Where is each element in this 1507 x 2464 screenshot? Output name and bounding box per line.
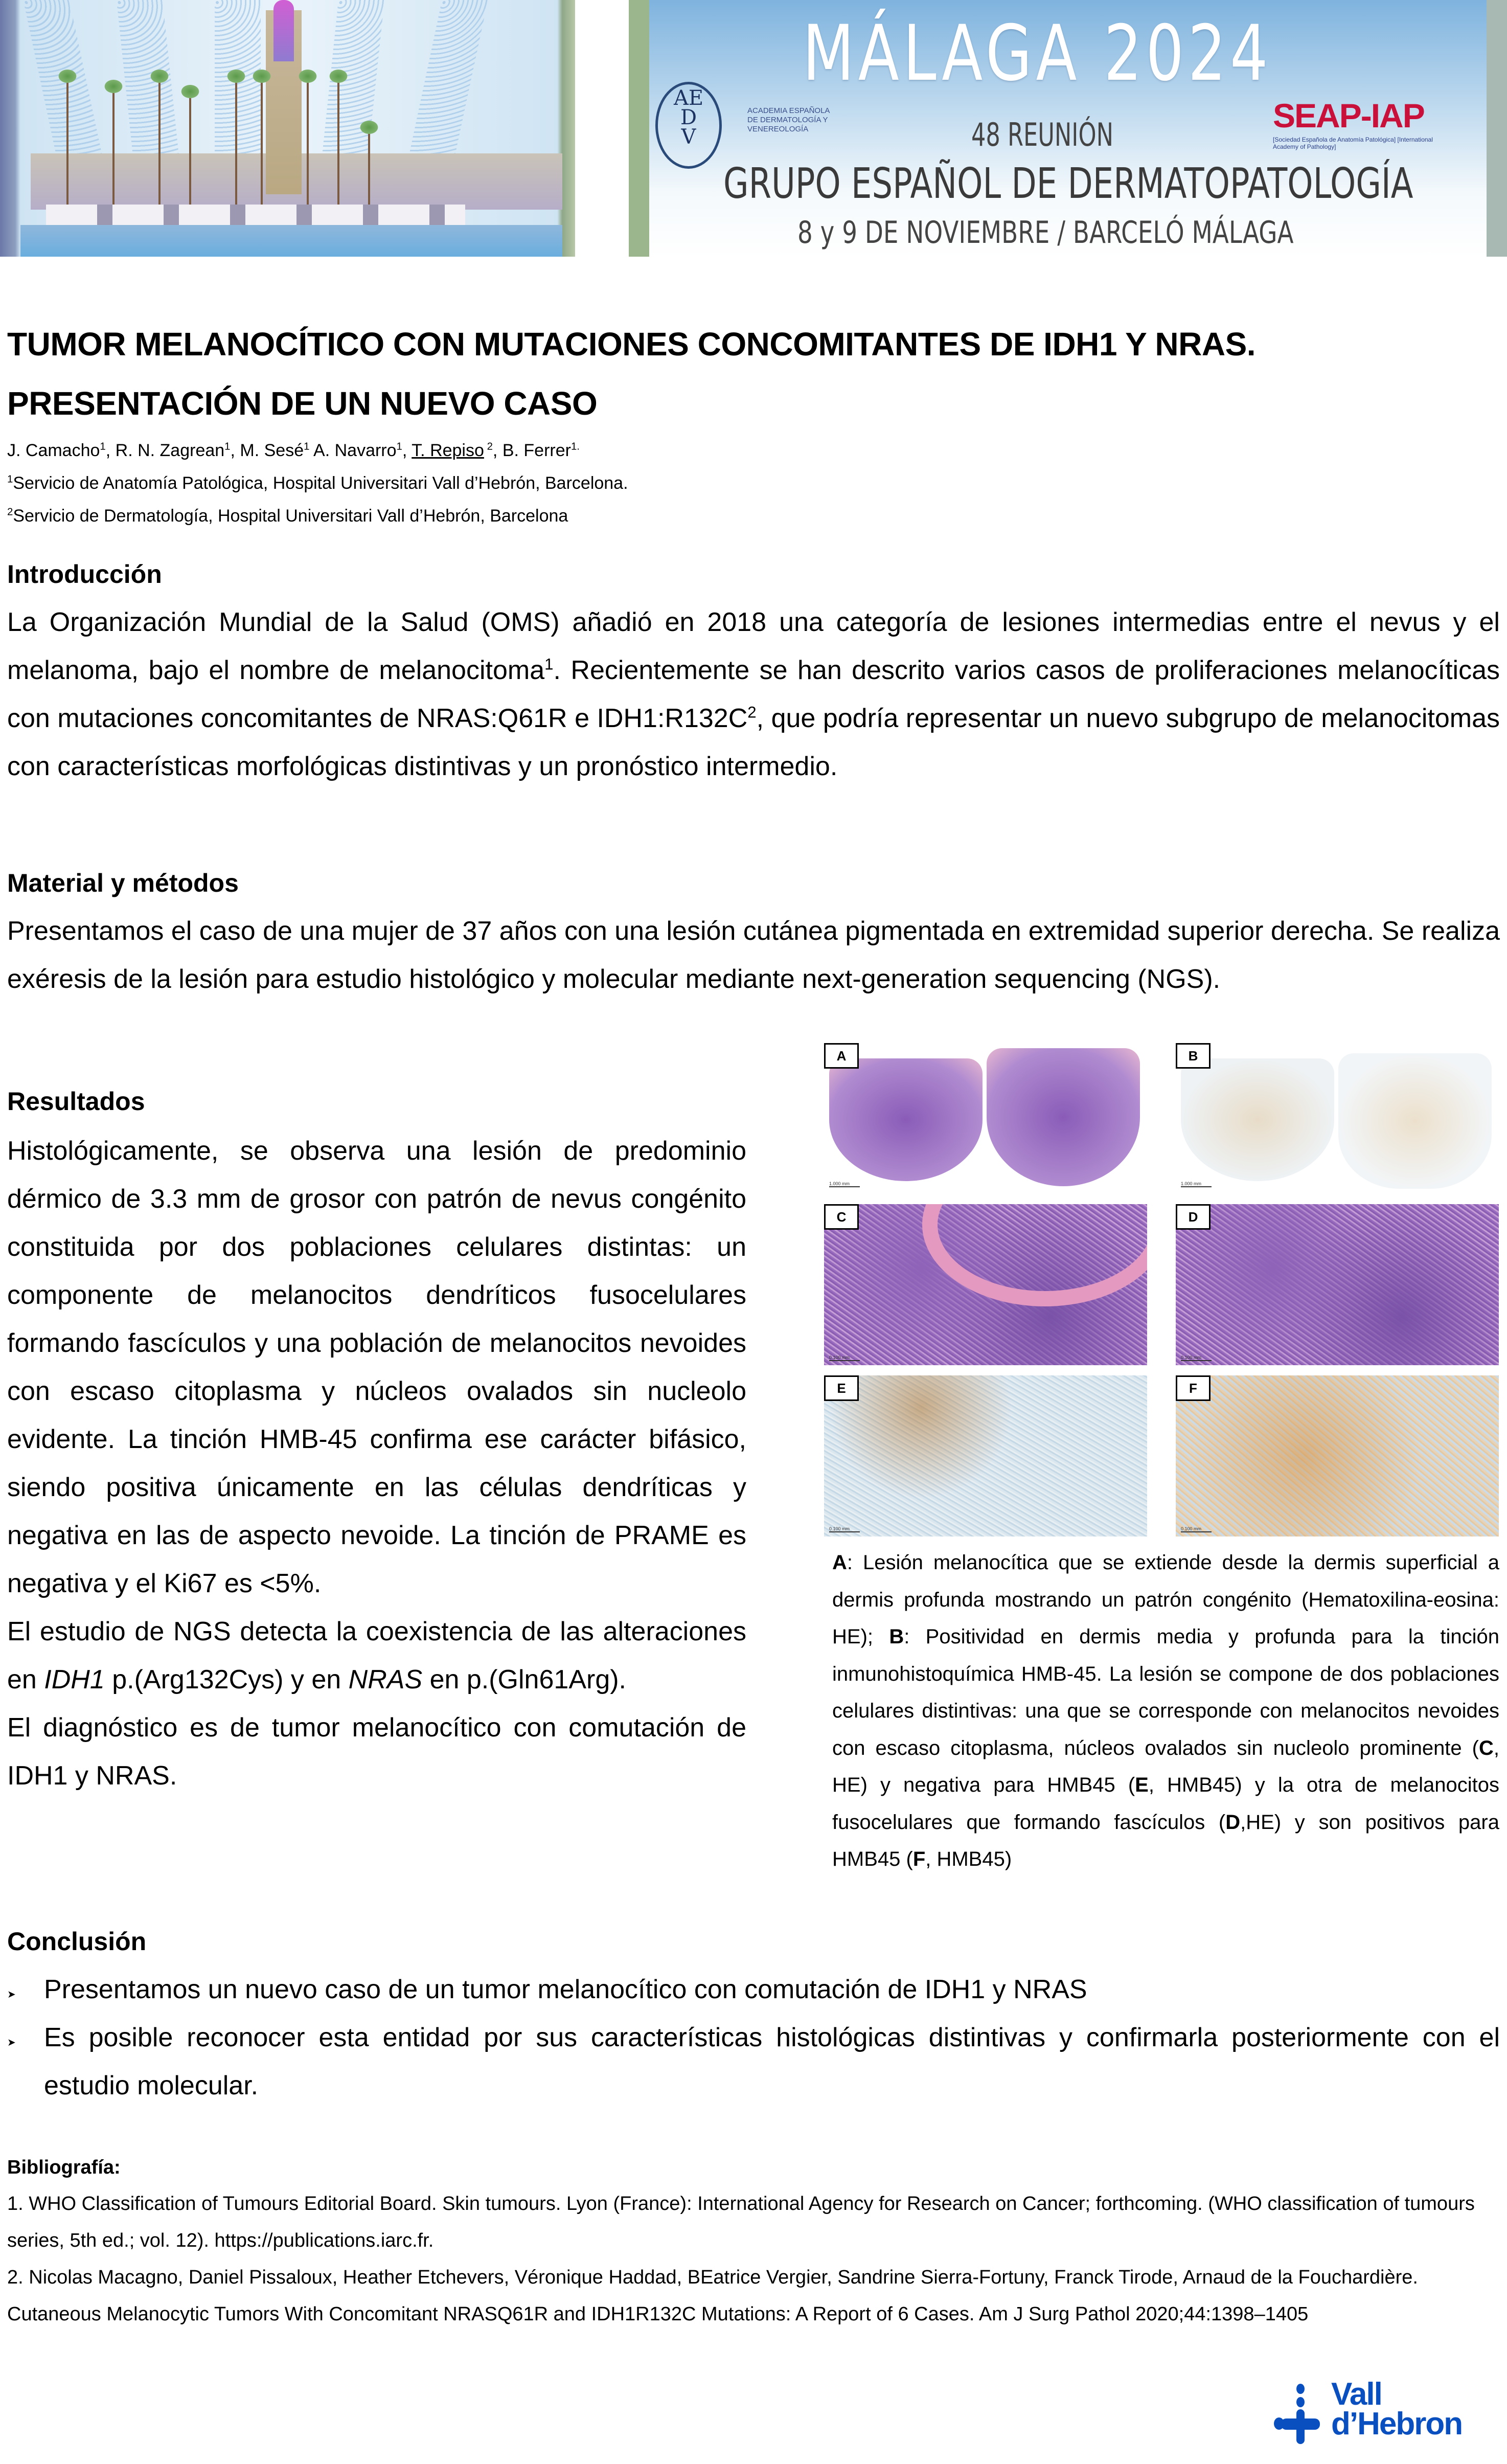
text-run: : Lesión melanocítica que se extiende desde la dermis superficial a dermis profunda mostrando un patrón congénito (Hematoxilina-eosina: HE); <box>832 1551 1499 1648</box>
text-run: , B. Ferrer <box>492 441 571 460</box>
panel-label: C <box>824 1204 859 1230</box>
scale-bar: 0.100 mm <box>1181 1526 1212 1532</box>
intro-text <box>7 598 1500 790</box>
bold-text: A <box>832 1551 847 1574</box>
meeting-number: 48 REUNIÓN <box>971 116 1113 153</box>
conclusion-list <box>7 1965 1500 2110</box>
text-run: T. Repiso <box>412 441 484 460</box>
results-heading: Resultados <box>7 1087 145 1116</box>
superscript: 1 <box>396 441 402 453</box>
superscript: 1 <box>544 655 554 673</box>
text-run: , R. N. Zagrean <box>105 441 225 460</box>
reference-1: 1. WHO Classification of Tumours Editorial Board. Skin tumours. Lyon (France): International Agency for Research on Cancer; forthcoming. (WHO classification of tumours series, 5th ed.; vol. 12). https://publications.iarc.fr. <box>7 2193 1475 2251</box>
dates-venue: 8 y 9 DE NOVIEMBRE / BARCELÓ MÁLAGA <box>797 215 1294 251</box>
seap-iap-logo: SEAP-IAP <box>1273 97 1424 134</box>
vall-hebron-cross-icon <box>1271 2383 1327 2444</box>
intro-heading: Introducción <box>7 560 162 589</box>
bullet-text: Es posible reconocer esta entidad por sus características histológicas distintivas y confirmarla posteriormente con el estudio molecular. <box>44 2023 1500 2100</box>
figure-panel-a <box>824 1043 1147 1191</box>
superscript: 2 <box>7 506 13 518</box>
italic-text: IDH1 <box>44 1665 105 1694</box>
reference-2: 2. Nicolas Macagno, Daniel Pissaloux, Heather Etchevers, Véronique Haddad, BEatrice Vergier, Sandrine Sierra-Fortuny, Franck Tirode, Arnaud de la Fouchardière. Cutaneous Melanocytic Tumors With Concomitant NRASQ61R and IDH1R132C Mutations: A Report of 6 Cases. Am J Surg Pathol 2020;44:1398–1405 <box>7 2267 1418 2325</box>
bold-text: B <box>889 1625 904 1648</box>
figure-panel-c <box>824 1204 1147 1365</box>
text-run: p.(Arg132Cys) y en <box>104 1665 349 1694</box>
bold-text: F <box>912 1848 926 1870</box>
group-name: GRUPO ESPAÑOL DE DERMATOPATOLOGÍA <box>723 160 1413 208</box>
text-run: ,HE) y son positivos para HMB45 ( <box>832 1811 1499 1870</box>
logo-line1: Vall <box>1331 2377 1382 2412</box>
figure-panel-d <box>1176 1204 1499 1365</box>
arrow-bullet-icon: ➤ <box>7 2037 16 2048</box>
superscript: 1 <box>304 441 310 453</box>
text-run: , M. Sesé <box>230 441 304 460</box>
bullet-text: Presentamos un nuevo caso de un tumor melanocítico con comutación de IDH1 y NRAS <box>44 1975 1087 2004</box>
panel-label: D <box>1176 1204 1211 1230</box>
vall-hebron-logo <box>1271 2377 1475 2444</box>
panel-label: A <box>824 1043 859 1069</box>
poster-title-line1: TUMOR MELANOCÍTICO CON MUTACIONES CONCOMITANTES DE IDH1 Y NRAS. <box>7 326 1256 363</box>
scale-bar: 1.000 mm <box>1181 1181 1212 1187</box>
authors <box>7 441 580 461</box>
aedv-logo-letters: AEDV <box>673 86 704 149</box>
seap-iap-subtitle: [Sociedad Española de Anatomía Patológica] [International Academy of Pathology] <box>1273 136 1433 150</box>
results-body <box>7 1127 746 1800</box>
superscript: 1 <box>7 473 13 485</box>
scale-bar: 0.100 mm <box>829 1355 860 1361</box>
results-paragraph-3 <box>7 1704 746 1800</box>
text-run: , HE) y negativa para HMB45 ( <box>832 1736 1499 1796</box>
superscript: 1. <box>570 441 580 453</box>
conclusion-heading: Conclusión <box>7 1927 147 1956</box>
bibliography-heading: Bibliografía: <box>7 2157 121 2178</box>
bold-text: E <box>1135 1774 1149 1796</box>
text-run: A. Navarro <box>309 441 397 460</box>
superscript: 2 <box>747 703 757 721</box>
conclusion-bullet <box>7 2014 1500 2110</box>
superscript: 1 <box>100 441 106 453</box>
panel-label: E <box>824 1375 859 1401</box>
figure-panel-e <box>824 1375 1147 1536</box>
panel-label: F <box>1176 1375 1211 1401</box>
methods-heading: Material y métodos <box>7 869 239 897</box>
italic-text: NRAS <box>348 1665 423 1694</box>
histology-figure <box>824 1043 1499 1536</box>
figure-panel-b <box>1176 1043 1499 1191</box>
figure-caption <box>832 1544 1499 1878</box>
text-run: . Recientemente se han descrito varios casos de proliferaciones melanocíticas con mutaciones concomitantes de NRAS:Q61R e IDH1:R132C <box>7 655 1500 733</box>
superscript: 2 <box>484 441 493 453</box>
text-run: Servicio de Anatomía Patológica, Hospital Universitari Vall d’Hebrón, Barcelona. <box>13 473 628 493</box>
bold-text: C <box>1478 1736 1494 1759</box>
scale-bar: 0.100 mm <box>1181 1355 1212 1361</box>
results-paragraph-1 <box>7 1127 746 1608</box>
text-run: J. Camacho <box>7 441 100 460</box>
event-title: MÁLAGA 2024 <box>803 9 1272 98</box>
logo-line2: d’Hebron <box>1331 2406 1463 2442</box>
affiliation-1 <box>7 473 628 493</box>
superscript: 1 <box>224 441 231 453</box>
poster-title-line2: PRESENTACIÓN DE UN NUEVO CASO <box>7 385 598 422</box>
text-run: Presentamos el caso de una mujer de 37 años con una lesión cutánea pigmentada en extremidad superior derecha. Se realiza exéresis de la lesión para estudio histológico y molecular mediante next-generation sequencing (NGS). <box>7 916 1500 994</box>
aedv-name: ACADEMIA ESPAÑOLA DE DERMATOLOGÍA Y VENEREOLOGÍA <box>747 106 830 133</box>
conclusion-bullet <box>7 1965 1500 2014</box>
results-paragraph-2 <box>7 1608 746 1704</box>
text-run: , <box>402 441 412 460</box>
aedv-logo <box>655 82 722 169</box>
text-run: en p.(Gln61Arg). <box>422 1665 627 1694</box>
malaga-illustration <box>0 0 575 257</box>
text-run: , que podría representar un nuevo subgrupo de melanocitomas con características morfológicas distintivas y un pronóstico intermedio. <box>7 704 1500 781</box>
text-run: , HMB45) <box>925 1848 1012 1870</box>
bold-text: D <box>1225 1811 1241 1834</box>
text-run: : Positividad en dermis media y profunda para la tinción inmunohistoquímica HMB-45. La lesión se compone de dos poblaciones celulares distintivas: una que se corresponde con melanocitos nevoides con escaso citoplasma, núcleos ovalados sin nucleolo prominente ( <box>832 1625 1499 1759</box>
scale-bar: 1.000 mm <box>829 1181 860 1187</box>
conference-banner <box>0 0 1507 257</box>
affiliation-2 <box>7 506 568 526</box>
text-run: La Organización Mundial de la Salud (OMS) añadió en 2018 una categoría de lesiones intermedias entre el nevus y el melanoma, bajo el nombre de melanocitoma <box>7 607 1500 685</box>
panel-label: B <box>1176 1043 1211 1069</box>
text-run: , HMB45) y la otra de melanocitos fusocelulares que formando fascículos ( <box>832 1774 1499 1834</box>
text-run: El diagnóstico es de tumor melanocítico con comutación de IDH1 y NRAS. <box>7 1713 746 1791</box>
methods-text <box>7 907 1500 1003</box>
arrow-bullet-icon: ➤ <box>7 1989 16 2000</box>
bibliography-list <box>7 2185 1500 2333</box>
scale-bar: 0.100 mm <box>829 1526 860 1532</box>
text-run: El estudio de NGS detecta la coexistencia de las alteraciones en <box>7 1617 746 1694</box>
figure-panel-f <box>1176 1375 1499 1536</box>
text-run: Histológicamente, se observa una lesión de predominio dérmico de 3.3 mm de grosor con patrón de nevus congénito constituida por dos poblaciones celulares distintas: un componente de melanocitos dendríticos fusocelulares formando fascículos y una población de melanocitos nevoides con escaso citoplasma y núcleos ovalados sin nucleolo evidente. La tinción HMB-45 confirma ese carácter bifásico, siendo positiva únicamente en las células dendríticas y negativa en las de aspecto nevoide. La tinción de PRAME es negativa y el Ki67 es <5%. <box>7 1136 746 1598</box>
text-run: Servicio de Dermatología, Hospital Universitari Vall d’Hebrón, Barcelona <box>13 506 568 526</box>
